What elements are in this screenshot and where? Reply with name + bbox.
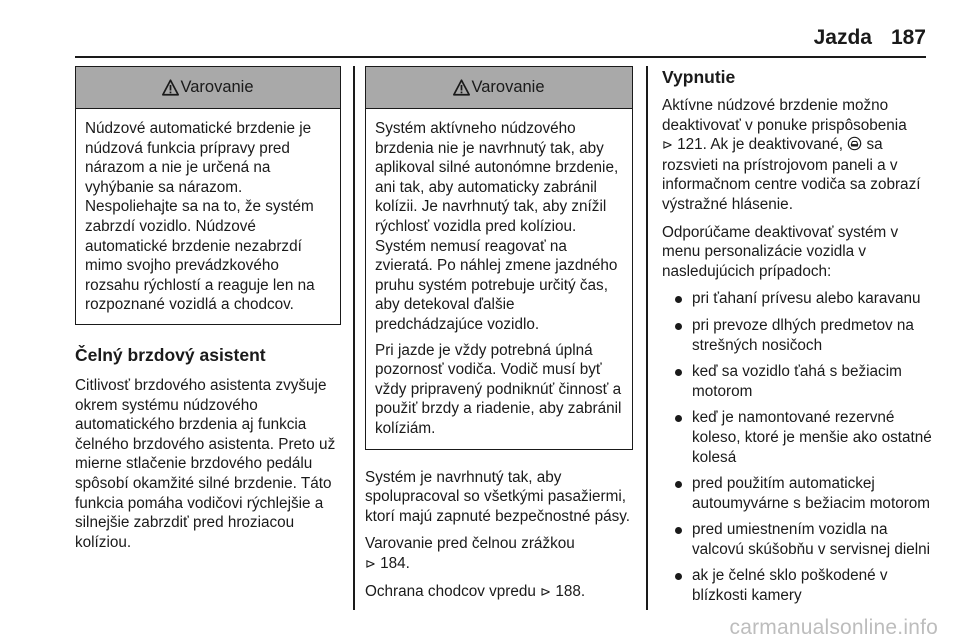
section-title: Vypnutie — [662, 67, 736, 87]
section-paragraph: Citlivosť brzdového asistenta zvyšuje okrem systému núdzového automatického brzdenia aj funkcia čelného brzdového asistenta. Preto už mierne stlačenie brzdového pedálu spôsobí okamžité silné brzdenie. Táto funkcia pomáha vodičovi rýchlejšie a silnejšie zabrzdiť pred hroziacou kolíziou. — [75, 376, 336, 551]
column-2-text — [365, 468, 633, 604]
list-item: keď je namontované rezervné koleso, ktoré je menšie ako ostatné kolesá — [662, 408, 932, 467]
paragraph-3 — [365, 582, 633, 603]
warning-triangle-icon — [453, 79, 470, 96]
column-divider-1 — [353, 66, 355, 610]
paragraph-1: Systém je navrhnutý tak, aby spolupracoval so všetkými pasažiermi, ktorí majú zapnuté bezpečnostné pásy. — [365, 468, 631, 525]
list-item: pri ťahaní prívesu alebo karavanu — [662, 289, 932, 309]
reference-arrow-icon: ⊳ — [540, 585, 552, 601]
list-item: keď sa vozidlo ťahá s bežiacim motorom — [662, 362, 932, 401]
warning-box — [365, 66, 633, 450]
warning-title: Varovanie — [471, 77, 545, 96]
warning-paragraph-1: Systém aktívneho núdzového brzdenia nie je navrhnutý tak, aby aplikoval silné autonómne brzdenie, ani tak, aby automaticky zabránil kolízii. Je navrhnutý tak, aby znížil rýchlosť vozidla pred kolíziou. Systém nemusí reagovať na zvieratá. Po náhlej zmene jazdného pruhu systém potrebuje určitý čas, aby detekoval ďalšie predchádzajúce vozidlo. — [375, 120, 619, 333]
warning-title: Varovanie — [180, 77, 254, 96]
cross-reference-page[interactable]: 188. — [555, 583, 586, 601]
bullet-dot-icon — [675, 369, 682, 376]
cross-reference-text: Varovanie pred čelnou zrážkou — [365, 535, 575, 553]
paragraph-2: Odporúčame deaktivovať systém v menu personalizácie vozidla v nasledujúcich prípadoch: — [662, 223, 899, 280]
cross-reference-page[interactable]: 184. — [380, 554, 410, 572]
column-2 — [365, 66, 633, 603]
page-header — [0, 0, 960, 60]
reference-arrow-icon: ⊳ — [662, 138, 673, 154]
column-divider-2 — [646, 66, 648, 610]
warning-body — [76, 109, 340, 324]
chapter-title: Jazda — [813, 26, 872, 49]
bullet-list — [662, 289, 932, 605]
bullet-dot-icon — [675, 481, 682, 488]
warning-header — [366, 67, 632, 109]
warning-text: Núdzové automatické brzdenie je núdzová funkcia prípravy pred nárazom a nie je určená na vyhýbanie sa nárazom. Nespoliehajte sa na to, že systém zabrzdí vozidlo. Núdzové automatické brzdenie nezabrzdí mimo svojho prevádzkového rozsahu rýchlostí a reaguje len na rozpoznané vozidlá a chodcov. — [85, 120, 315, 314]
list-item: ak je čelné sklo poškodené v blízkosti kamery — [662, 566, 932, 605]
bullet-dot-icon — [675, 527, 682, 534]
bullet-dot-icon — [675, 573, 682, 580]
bullet-dot-icon — [675, 323, 682, 330]
header-divider — [75, 56, 926, 58]
warning-box — [75, 66, 341, 325]
column-3 — [662, 66, 932, 606]
reference-arrow-icon: ⊳ — [365, 556, 376, 572]
list-item: pred umiestnením vozidla na valcovú skúšobňu v servisnej dielni — [662, 520, 932, 559]
list-item: pred použitím automatickej autoumyvárne s bežiacim motorom — [662, 474, 932, 513]
warning-triangle-icon — [162, 79, 179, 96]
paragraph-1: Aktívne núdzové brzdenie možno deaktivovať v ponuke prispôsobenia ⊳ 121. Ak je deaktivované, sa rozsvieti na prístrojovom paneli a v informačnom centre vodiča sa zobrazí výstražné hlásenie. — [662, 97, 921, 213]
warning-paragraph-2: Pri jazde je vždy potrebná úplná pozornosť vodiča. Vodič musí byť vždy pripravený podniknúť činnosť a použiť brzdy a riadenie, aby zabránil kolíziám. — [375, 341, 622, 437]
paragraph-2 — [365, 534, 633, 574]
section-title: Čelný brzdový asistent — [75, 344, 266, 365]
warning-header — [76, 67, 340, 109]
warning-body — [366, 109, 632, 449]
bullet-dot-icon — [675, 296, 682, 303]
bullet-dot-icon — [675, 415, 682, 422]
watermark: carmanualsonline.info — [729, 616, 938, 639]
cross-reference-page[interactable]: 121. — [677, 136, 707, 154]
column-1 — [75, 66, 341, 552]
cross-reference-text: Ochrana chodcov vpredu — [365, 583, 536, 601]
brake-warning-car-icon — [847, 136, 862, 151]
list-item: pri prevoze dlhých predmetov na strešných nosičoch — [662, 316, 932, 355]
page-number: 187 — [890, 26, 926, 49]
